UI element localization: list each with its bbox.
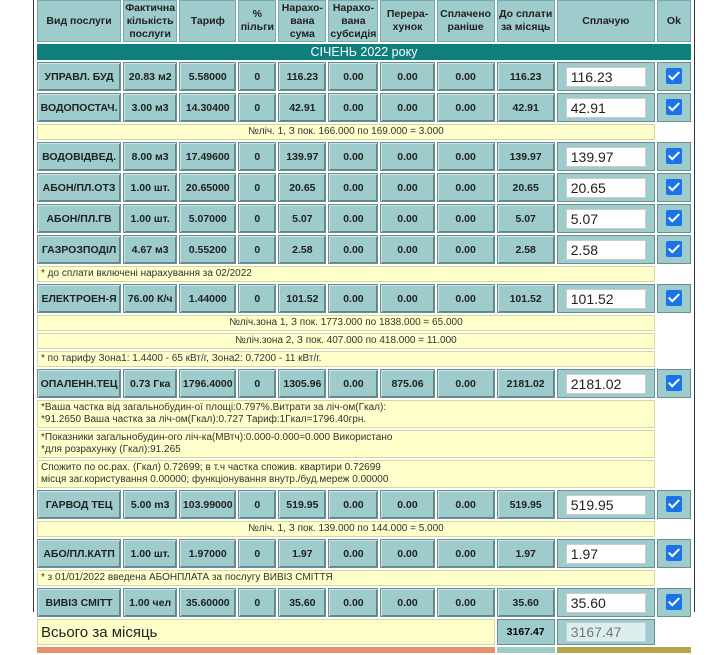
table-row bbox=[37, 204, 691, 233]
heating-note: Спожито по ос.рах. (Гкал) 0.72699; в т.ч частка спожив. квартири 0.72699 місця заг.користування 0.00000; функціонування внутр./буд.мереж 0.00000 bbox=[37, 460, 655, 488]
discount: 0 bbox=[238, 369, 276, 398]
paid-before: 0.00 bbox=[437, 62, 495, 91]
quantity: 1.00 шт. bbox=[123, 173, 177, 202]
col-quantity: Фактична кількість послуги bbox=[123, 0, 177, 42]
ok-checkbox[interactable] bbox=[666, 99, 682, 115]
discount: 0 bbox=[238, 142, 276, 171]
heating-note: *Показники загальнобудин-ого ліч-ка(МВтч):0.000-0.000=0.000 Використано *для розрахунку (Гкал):91.265 bbox=[37, 430, 655, 458]
ok-checkbox[interactable] bbox=[666, 241, 682, 257]
pay-input[interactable] bbox=[566, 147, 646, 167]
table-row bbox=[37, 235, 691, 264]
due: 116.23 bbox=[497, 62, 555, 91]
recalc: 0.00 bbox=[380, 284, 434, 313]
paid-before: 0.00 bbox=[437, 539, 495, 568]
due: 101.52 bbox=[497, 284, 555, 313]
tariff: 1.97000 bbox=[179, 539, 236, 568]
ok-checkbox[interactable] bbox=[666, 290, 682, 306]
table-row bbox=[37, 284, 691, 313]
table-row bbox=[37, 62, 691, 91]
table-row bbox=[37, 490, 691, 519]
paid-before: 0.00 bbox=[437, 588, 495, 617]
charged: 519.95 bbox=[278, 490, 326, 519]
pay-input[interactable] bbox=[566, 98, 646, 118]
col-paid-before: Сплачено раніше bbox=[437, 0, 495, 42]
pay-input[interactable] bbox=[566, 240, 646, 260]
service-name: ГАРВОД ТЕЦ bbox=[37, 490, 121, 519]
table-row bbox=[37, 142, 691, 171]
table-row bbox=[37, 173, 691, 202]
discount: 0 bbox=[238, 490, 276, 519]
paid-before: 0.00 bbox=[437, 142, 495, 171]
charged: 5.07 bbox=[278, 204, 326, 233]
recalc: 0.00 bbox=[380, 588, 434, 617]
quantity: 3.00 м3 bbox=[123, 93, 177, 122]
service-name: ЕЛЕКТРОЕН-Я bbox=[37, 284, 121, 313]
col-discount: % пільги bbox=[238, 0, 276, 42]
due: 5.07 bbox=[497, 204, 555, 233]
charged: 101.52 bbox=[278, 284, 326, 313]
footer-teal-bar bbox=[497, 647, 555, 653]
ok-checkbox[interactable] bbox=[666, 68, 682, 84]
tariff: 1.44000 bbox=[179, 284, 236, 313]
subsidy: 0.00 bbox=[328, 235, 378, 264]
recalc: 0.00 bbox=[380, 93, 434, 122]
ok-checkbox[interactable] bbox=[666, 179, 682, 195]
pay-input[interactable] bbox=[566, 374, 646, 394]
due: 1.97 bbox=[497, 539, 555, 568]
tariff: 17.49600 bbox=[179, 142, 236, 171]
footer-orange-bar bbox=[37, 647, 495, 653]
service-name: ГАЗРОЗПОДІЛ bbox=[37, 235, 121, 264]
ok-checkbox[interactable] bbox=[666, 594, 682, 610]
subsidy: 0.00 bbox=[328, 93, 378, 122]
subsidy: 0.00 bbox=[328, 173, 378, 202]
billing-table bbox=[35, 0, 693, 655]
ok-checkbox[interactable] bbox=[666, 545, 682, 561]
meter-note: №ліч. 1, З пок. 166.000 по 169.000 = 3.000 bbox=[37, 124, 655, 140]
paid-before: 0.00 bbox=[437, 284, 495, 313]
table-row bbox=[37, 539, 691, 568]
col-subsidy: Нарахо-вана субсидія bbox=[328, 0, 378, 42]
col-due: До сплати за місяць bbox=[497, 0, 555, 42]
month-label: СІЧЕНЬ 2022 року bbox=[37, 44, 691, 60]
service-name: АБОН/ПЛ.ОТЗ bbox=[37, 173, 121, 202]
service-name: ВОДОВІДВЕД. bbox=[37, 142, 121, 171]
tariff: 14.30400 bbox=[179, 93, 236, 122]
pay-input[interactable] bbox=[566, 209, 646, 229]
tariff: 1796.4000 bbox=[179, 369, 236, 398]
charged: 20.65 bbox=[278, 173, 326, 202]
recalc: 0.00 bbox=[380, 539, 434, 568]
tariff: 5.58000 bbox=[179, 62, 236, 91]
ok-checkbox[interactable] bbox=[666, 375, 682, 391]
gas-note: * до сплати включені нарахування за 02/2022 bbox=[37, 266, 655, 282]
service-name: ВОДОПОСТАЧ. bbox=[37, 93, 121, 122]
discount: 0 bbox=[238, 93, 276, 122]
charged: 116.23 bbox=[278, 62, 326, 91]
col-recalc: Перера-хунок bbox=[380, 0, 434, 42]
table-row bbox=[37, 93, 691, 122]
total-due: 3167.47 bbox=[497, 619, 555, 645]
header-row bbox=[37, 0, 691, 42]
paid-before: 0.00 bbox=[437, 235, 495, 264]
quantity: 8.00 м3 bbox=[123, 142, 177, 171]
table-row bbox=[37, 369, 691, 398]
discount: 0 bbox=[238, 235, 276, 264]
ok-checkbox[interactable] bbox=[666, 496, 682, 512]
due: 139.97 bbox=[497, 142, 555, 171]
quantity: 20.83 м2 bbox=[123, 62, 177, 91]
due: 2181.02 bbox=[497, 369, 555, 398]
subsidy: 0.00 bbox=[328, 284, 378, 313]
ok-checkbox[interactable] bbox=[666, 210, 682, 226]
due: 35.60 bbox=[497, 588, 555, 617]
heating-note: *Ваша частка від загальнобудин-ої площі:0.797%.Витрати за ліч-ом(Гкал): *91.2650 Ваша частка за ліч-ом(Гкал):0.727 Тариф:1Гкал=1796.40грн. bbox=[37, 400, 655, 428]
due: 2.58 bbox=[497, 235, 555, 264]
recalc: 875.06 bbox=[380, 369, 434, 398]
meter-note: №ліч.зона 1, З пок. 1773.000 по 1838.000 = 65.000 bbox=[37, 315, 655, 331]
quantity: 1.00 шт. bbox=[123, 539, 177, 568]
subsidy: 0.00 bbox=[328, 142, 378, 171]
service-name: АБО/ПЛ.КАТП bbox=[37, 539, 121, 568]
charged: 35.60 bbox=[278, 588, 326, 617]
subsidy: 0.00 bbox=[328, 588, 378, 617]
tariff: 0.55200 bbox=[179, 235, 236, 264]
quantity: 1.00 шт. bbox=[123, 204, 177, 233]
due: 42.91 bbox=[497, 93, 555, 122]
subsidy: 0.00 bbox=[328, 490, 378, 519]
col-tariff: Тариф bbox=[179, 0, 236, 42]
recalc: 0.00 bbox=[380, 62, 434, 91]
service-name: ОПАЛЕНН.ТЕЦ bbox=[37, 369, 121, 398]
recalc: 0.00 bbox=[380, 173, 434, 202]
due: 519.95 bbox=[497, 490, 555, 519]
charged: 1305.96 bbox=[278, 369, 326, 398]
col-charged: Нарахо-вана сума bbox=[278, 0, 326, 42]
pay-input[interactable] bbox=[566, 67, 646, 87]
paid-before: 0.00 bbox=[437, 490, 495, 519]
discount: 0 bbox=[238, 204, 276, 233]
recalc: 0.00 bbox=[380, 490, 434, 519]
col-ok: Ok bbox=[657, 0, 691, 42]
service-name: ВИВІЗ СМІТТ bbox=[37, 588, 121, 617]
discount: 0 bbox=[238, 588, 276, 617]
paid-before: 0.00 bbox=[437, 93, 495, 122]
subsidy: 0.00 bbox=[328, 539, 378, 568]
discount: 0 bbox=[238, 173, 276, 202]
total-pay-input bbox=[566, 622, 646, 642]
footer-olive-bar[interactable] bbox=[557, 647, 691, 653]
discount: 0 bbox=[238, 539, 276, 568]
recalc: 0.00 bbox=[380, 142, 434, 171]
pay-input[interactable] bbox=[566, 495, 646, 515]
tariff: 20.65000 bbox=[179, 173, 236, 202]
quantity: 76.00 К/ч bbox=[123, 284, 177, 313]
pay-input[interactable] bbox=[566, 544, 646, 564]
paid-before: 0.00 bbox=[437, 173, 495, 202]
discount: 0 bbox=[238, 284, 276, 313]
service-name: АБОН/ПЛ.ГВ bbox=[37, 204, 121, 233]
tariff: 35.60000 bbox=[179, 588, 236, 617]
discount: 0 bbox=[238, 62, 276, 91]
pay-input[interactable] bbox=[566, 593, 646, 613]
charged: 2.58 bbox=[278, 235, 326, 264]
subsidy: 0.00 bbox=[328, 62, 378, 91]
quantity: 1.00 чел bbox=[123, 588, 177, 617]
charged: 42.91 bbox=[278, 93, 326, 122]
charged: 139.97 bbox=[278, 142, 326, 171]
paid-before: 0.00 bbox=[437, 369, 495, 398]
waste-note: * з 01/01/2022 введена АБОНПЛАТА за послугу ВИВІЗ СМІТТЯ bbox=[37, 570, 655, 586]
quantity: 0.73 Гка bbox=[123, 369, 177, 398]
footer-bar bbox=[37, 647, 691, 653]
quantity: 5.00 m3 bbox=[123, 490, 177, 519]
total-label: Всього за місяць bbox=[37, 619, 495, 645]
recalc: 0.00 bbox=[380, 235, 434, 264]
total-row bbox=[37, 619, 691, 645]
pay-input[interactable] bbox=[566, 289, 646, 309]
subsidy: 0.00 bbox=[328, 369, 378, 398]
meter-note: №ліч. 1, З пок. 139.000 по 144.000 = 5.000 bbox=[37, 521, 655, 537]
col-pay: Сплачую bbox=[557, 0, 655, 42]
paid-before: 0.00 bbox=[437, 204, 495, 233]
meter-note: №ліч.зона 2, З пок. 407.000 по 418.000 = 11.000 bbox=[37, 333, 655, 349]
tariff: 103.99000 bbox=[179, 490, 236, 519]
table-row bbox=[37, 588, 691, 617]
recalc: 0.00 bbox=[380, 204, 434, 233]
pay-input[interactable] bbox=[566, 178, 646, 198]
charged: 1.97 bbox=[278, 539, 326, 568]
service-name: УПРАВЛ. БУД bbox=[37, 62, 121, 91]
col-service: Вид послуги bbox=[37, 0, 121, 42]
quantity: 4.67 м3 bbox=[123, 235, 177, 264]
subsidy: 0.00 bbox=[328, 204, 378, 233]
due: 20.65 bbox=[497, 173, 555, 202]
tariff: 5.07000 bbox=[179, 204, 236, 233]
tariff-note: * по тарифу Зона1: 1.4400 - 65 кВт/г, Зона2: 0.7200 - 11 кВт/г. bbox=[37, 351, 655, 367]
ok-checkbox[interactable] bbox=[666, 148, 682, 164]
